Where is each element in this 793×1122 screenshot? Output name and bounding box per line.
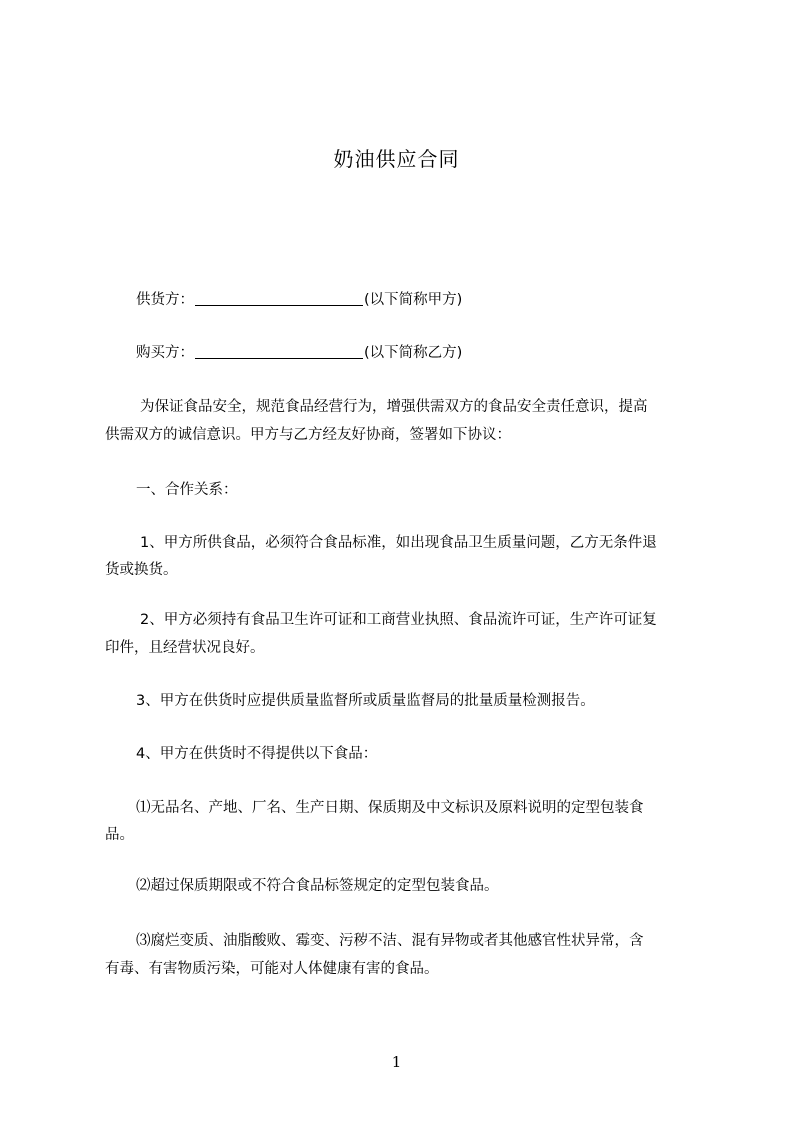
supplier-label: 供货方： [136, 292, 194, 308]
page-number: 1 [391, 1053, 402, 1071]
supplier-blank [195, 288, 363, 306]
buyer-label: 购买方： [136, 345, 194, 361]
section-heading: 一、合作关系： [136, 482, 238, 498]
intro-line-1: 为保证食品安全，规范食品经营行为，增强供需双方的食品安全责任意识，提高 [140, 399, 648, 415]
subitem-2-line-1: ⑵超过保质期限或不符合食品标签规定的定型包装食品。 [136, 878, 499, 894]
item-2-line-2: 印件，且经营状况良好。 [105, 640, 265, 656]
item-3-line-1: 3、甲方在供货时应提供质量监督所或质量监督局的批量质量检测报告。 [136, 693, 595, 709]
document-title: 奶油供应合同 [333, 147, 460, 171]
item-4-line-1: 4、甲方在供货时不得提供以下食品： [136, 746, 378, 762]
buyer-blank [195, 341, 363, 359]
buyer-line [136, 339, 751, 368]
buyer-suffix: (以下简称乙方) [364, 345, 463, 361]
subitem-1-line-1: ⑴无品名、产地、厂名、生产日期、保质期及中文标识及原料说明的定型包装食 [136, 800, 644, 816]
supplier-suffix: (以下简称甲方) [364, 292, 463, 308]
subitem-1-line-2: 品。 [105, 827, 134, 843]
supplier-line [136, 286, 751, 315]
subitem-3-line-1: ⑶腐烂变质、油脂酸败、霉变、污秽不洁、混有异物或者其他感官性状异常，含 [136, 933, 644, 949]
item-2-line-1: 2、甲方必须持有食品卫生许可证和工商营业执照、食品流许可证，生产许可证复 [140, 612, 657, 628]
item-1-line-2: 货或换货。 [105, 562, 178, 578]
subitem-3-line-2: 有毒、有害物质污染，可能对人体健康有害的食品。 [105, 961, 439, 977]
intro-line-2: 供需双方的诚信意识。甲方与乙方经友好协商，签署如下协议： [105, 427, 511, 443]
item-1-line-1: 1、甲方所供食品，必须符合食品标准，如出现食品卫生质量问题，乙方无条件退 [140, 535, 657, 551]
